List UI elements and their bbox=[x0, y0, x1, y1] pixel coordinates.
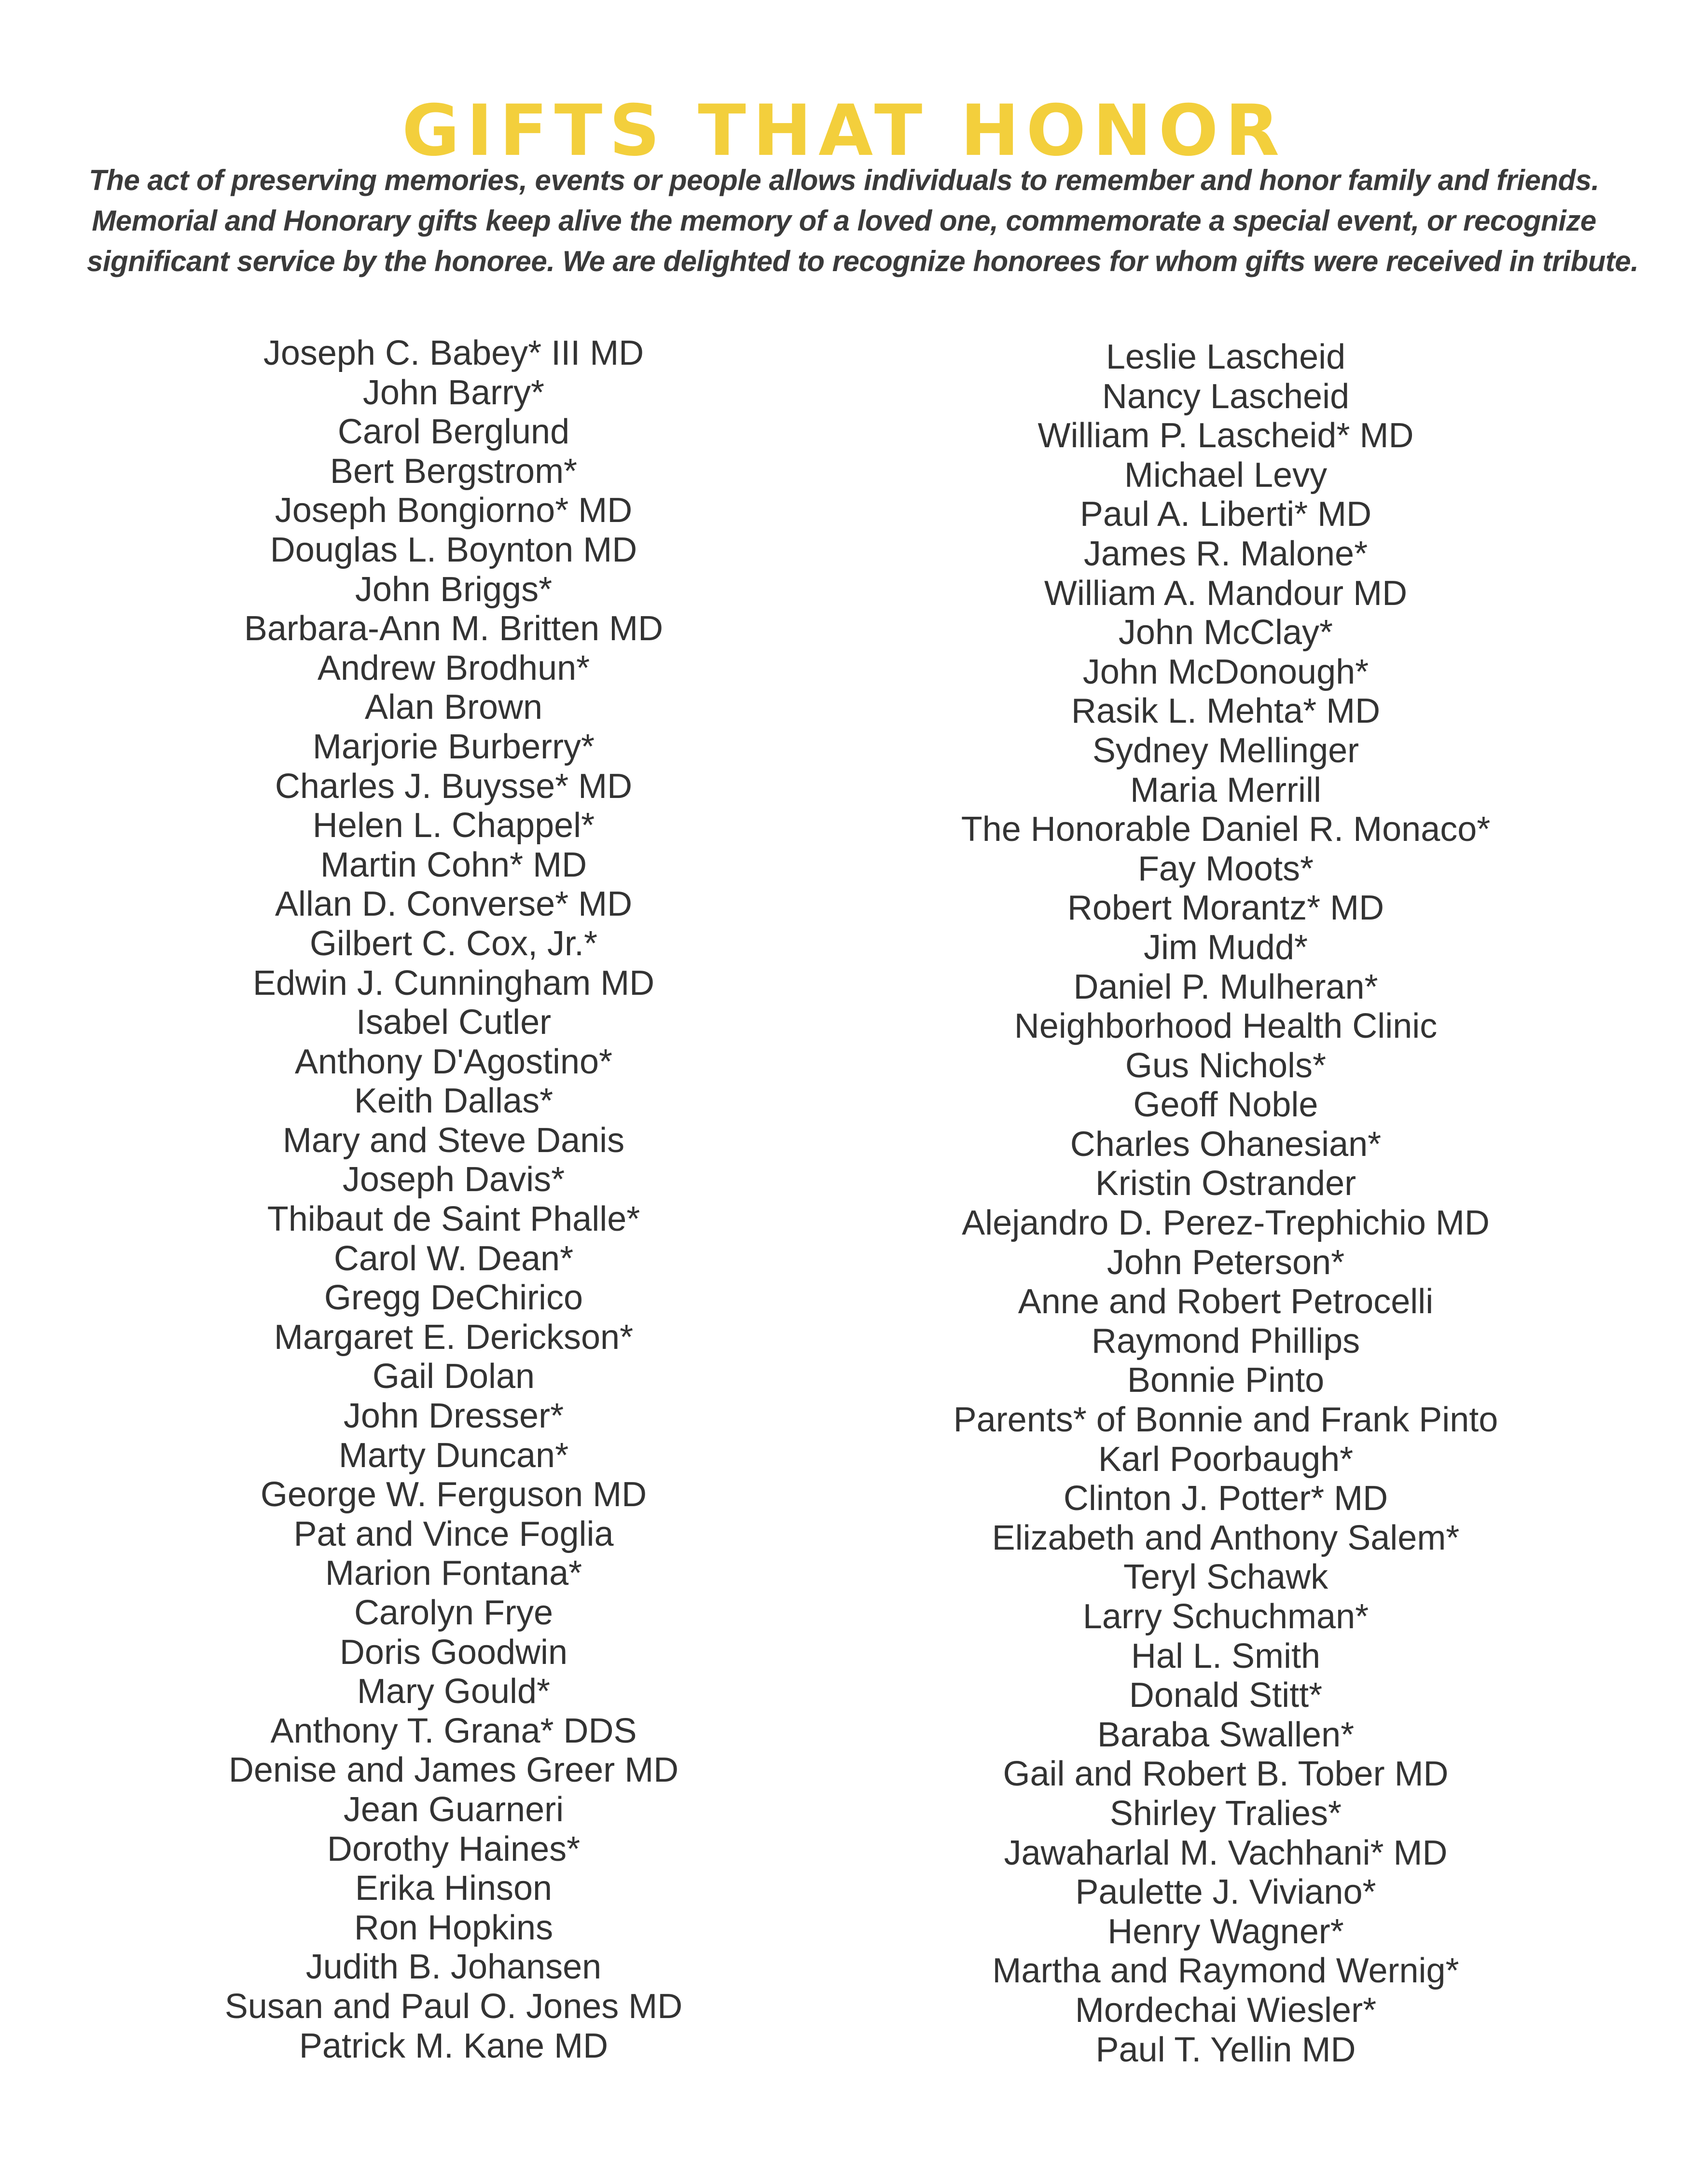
honoree-name: Charles Ohanesian* bbox=[1070, 1125, 1382, 1164]
honoree-name: Alejandro D. Perez-Trephichio MD bbox=[962, 1204, 1490, 1243]
honoree-name: Anthony T. Grana* DDS bbox=[270, 1711, 637, 1750]
honoree-name: John Barry* bbox=[362, 373, 545, 412]
honoree-name: Teryl Schawk bbox=[1123, 1558, 1328, 1597]
honoree-list-left bbox=[183, 334, 724, 2066]
honoree-name: Gail Dolan bbox=[372, 1357, 535, 1396]
honoree-name: Fay Moots* bbox=[1137, 849, 1314, 888]
honoree-name: Leslie Lascheid bbox=[1106, 338, 1346, 376]
honoree-name: Mary Gould* bbox=[357, 1672, 551, 1711]
honoree-name: Raymond Phillips bbox=[1091, 1321, 1360, 1360]
honoree-name: Parents* of Bonnie and Frank Pinto bbox=[953, 1401, 1498, 1440]
honoree-name: Jawaharlal M. Vachhani* MD bbox=[1004, 1833, 1448, 1872]
honoree-name: Isabel Cutler bbox=[356, 1003, 552, 1042]
honoree-name: Thibaut de Saint Phalle* bbox=[267, 1200, 640, 1239]
honoree-name: Donald Stitt* bbox=[1129, 1676, 1323, 1715]
honoree-name: John McClay* bbox=[1118, 613, 1333, 652]
honoree-name: Helen L. Chappel* bbox=[312, 806, 595, 845]
honoree-name: Denise and James Greer MD bbox=[228, 1751, 679, 1790]
honoree-name: Douglas L. Boynton MD bbox=[270, 530, 637, 569]
honoree-name: Margaret E. Derickson* bbox=[274, 1318, 634, 1357]
honoree-name: Michael Levy bbox=[1124, 455, 1328, 494]
honoree-name: Allan D. Converse* MD bbox=[275, 885, 633, 924]
honoree-name: Ron Hopkins bbox=[354, 1908, 553, 1947]
honoree-name: Joseph C. Babey* III MD bbox=[263, 334, 644, 372]
honoree-name: Rasik L. Mehta* MD bbox=[1071, 692, 1381, 731]
honoree-name: Carolyn Frye bbox=[354, 1593, 553, 1632]
honoree-name: Mordechai Wiesler* bbox=[1075, 1991, 1377, 2030]
honoree-name: Pat and Vince Foglia bbox=[293, 1514, 614, 1553]
honoree-name: Marty Duncan* bbox=[338, 1436, 569, 1475]
honoree-name: John Peterson* bbox=[1107, 1243, 1345, 1282]
intro-line: The act of preserving memories, events or people allows individuals to remember and honor family and friends. bbox=[89, 164, 1599, 196]
honoree-name: Alan Brown bbox=[364, 688, 543, 727]
honoree-name: Hal L. Smith bbox=[1131, 1636, 1321, 1676]
honoree-name: Maria Merrill bbox=[1130, 770, 1321, 810]
honoree-name: Paul T. Yellin MD bbox=[1095, 2030, 1356, 2069]
intro-line: significant service by the honoree. We are delighted to recognize honorees for whom gifts were received in tribute. bbox=[87, 245, 1639, 277]
honoree-name: Paul A. Liberti* MD bbox=[1079, 495, 1372, 534]
page-title: GIFTS THAT HONOR bbox=[401, 89, 1287, 172]
honoree-name: The Honorable Daniel R. Monaco* bbox=[961, 810, 1491, 849]
honoree-name: John Dresser* bbox=[343, 1397, 564, 1436]
honoree-name: Kristin Ostrander bbox=[1095, 1164, 1356, 1203]
honoree-name: Andrew Brodhun* bbox=[317, 648, 590, 687]
honoree-name: George W. Ferguson MD bbox=[260, 1475, 647, 1514]
honoree-name: Nancy Lascheid bbox=[1102, 377, 1350, 416]
honoree-name: John Briggs* bbox=[355, 570, 553, 609]
honoree-list-right bbox=[917, 338, 1535, 2070]
honoree-name: Carol W. Dean* bbox=[333, 1239, 574, 1278]
honoree-name: Charles J. Buysse* MD bbox=[275, 767, 633, 806]
honoree-name: Gregg DeChirico bbox=[324, 1278, 583, 1318]
honoree-name: Gail and Robert B. Tober MD bbox=[1003, 1755, 1449, 1794]
honoree-name: Gus Nichols* bbox=[1125, 1046, 1327, 1085]
honoree-name: Robert Morantz* MD bbox=[1067, 889, 1384, 928]
honoree-name: Bonnie Pinto bbox=[1127, 1361, 1325, 1400]
honoree-name: Jean Guarneri bbox=[343, 1790, 564, 1829]
honoree-name: Anthony D'Agostino* bbox=[294, 1042, 613, 1081]
honoree-name: Martha and Raymond Wernig* bbox=[992, 1951, 1459, 1991]
honoree-name: Joseph Bongiorno* MD bbox=[275, 491, 633, 530]
honoree-name: Bert Bergstrom* bbox=[330, 452, 578, 491]
honoree-name: Marjorie Burberry* bbox=[312, 727, 595, 766]
honoree-name: Jim Mudd* bbox=[1143, 928, 1308, 967]
honoree-name: James R. Malone* bbox=[1083, 534, 1368, 573]
honoree-name: Judith B. Johansen bbox=[305, 1948, 602, 1987]
honoree-name: Elizabeth and Anthony Salem* bbox=[992, 1518, 1460, 1557]
honoree-name: Patrick M. Kane MD bbox=[299, 2026, 609, 2065]
honoree-name: Erika Hinson bbox=[355, 1869, 553, 1908]
honoree-name: Sydney Mellinger bbox=[1092, 731, 1359, 770]
honoree-name: Keith Dallas* bbox=[354, 1082, 553, 1121]
honoree-name: Barbara-Ann M. Britten MD bbox=[244, 609, 664, 648]
honoree-name: Joseph Davis* bbox=[342, 1160, 565, 1199]
honoree-name: Marion Fontana* bbox=[325, 1554, 582, 1593]
honoree-name: Doris Goodwin bbox=[339, 1633, 568, 1672]
intro-paragraph bbox=[87, 160, 1639, 282]
honoree-name: Geoff Noble bbox=[1133, 1085, 1318, 1125]
honoree-name: Clinton J. Potter* MD bbox=[1063, 1479, 1388, 1518]
honoree-name: Gilbert C. Cox, Jr.* bbox=[309, 924, 598, 963]
honoree-name: Edwin J. Cunningham MD bbox=[252, 963, 655, 1003]
honoree-name: William A. Mandour MD bbox=[1044, 574, 1408, 613]
honoree-name: Baraba Swallen* bbox=[1097, 1715, 1355, 1754]
intro-line: Memorial and Honorary gifts keep alive the memory of a loved one, commemorate a special event, or recognize bbox=[92, 205, 1596, 237]
honoree-name: Mary and Steve Danis bbox=[282, 1121, 625, 1160]
honoree-name: Anne and Robert Petrocelli bbox=[1018, 1282, 1434, 1321]
honoree-name: Dorothy Haines* bbox=[327, 1829, 581, 1868]
honoree-name: Susan and Paul O. Jones MD bbox=[224, 1987, 683, 2026]
honoree-name: Henry Wagner* bbox=[1107, 1912, 1344, 1951]
honoree-name: Shirley Tralies* bbox=[1109, 1794, 1342, 1833]
honoree-name: Daniel P. Mulheran* bbox=[1073, 967, 1378, 1006]
honoree-name: John McDonough* bbox=[1082, 652, 1369, 691]
honoree-name: William P. Lascheid* MD bbox=[1038, 416, 1414, 455]
honoree-name: Carol Berglund bbox=[337, 412, 570, 452]
honoree-name: Karl Poorbaugh* bbox=[1098, 1440, 1354, 1479]
honoree-name: Larry Schuchman* bbox=[1082, 1597, 1369, 1636]
honoree-name: Paulette J. Viviano* bbox=[1075, 1873, 1376, 1912]
honoree-name: Neighborhood Health Clinic bbox=[1014, 1007, 1438, 1046]
honoree-name: Martin Cohn* MD bbox=[320, 845, 587, 884]
